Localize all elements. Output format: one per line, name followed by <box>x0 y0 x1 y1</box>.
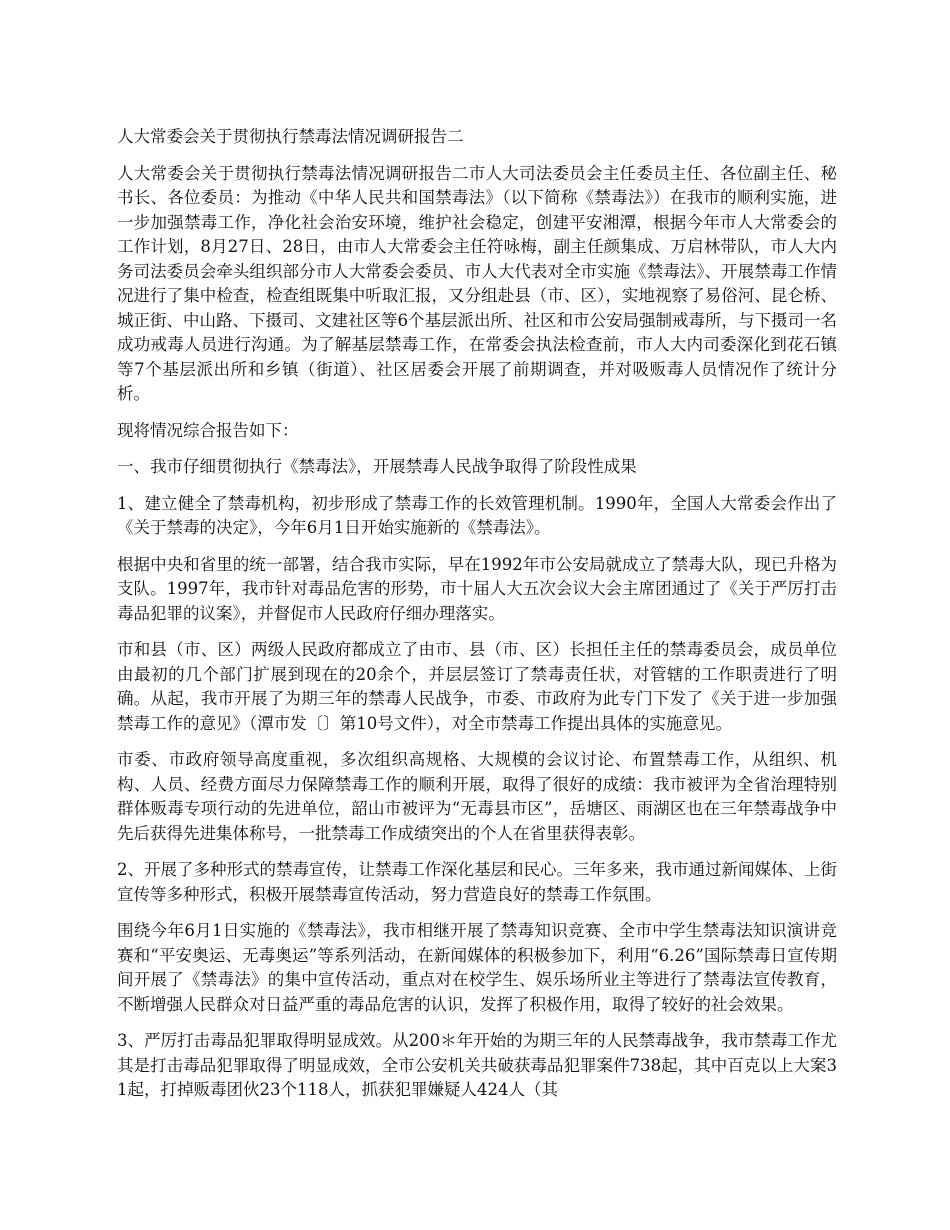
paragraph-intro: 人大常委会关于贯彻执行禁毒法情况调研报告二市人大司法委员会主任委员主任、各位副主任、秘书长、各位委员：为推动《中华人民共和国禁毒法》（以下简称《禁毒法》）在我市的顺利实施，进一步加强禁毒工作，净化社会治安环境，维护社会稳定，创建平安湘潭，根据今年市人大常委会的工作计划，8月27日、28日，由市人大常委会主任符咏梅，副主任颜集成、万启林带队，市人大内务司法委员会牵头组织部分市人大常委会委员、市人大代表对全市实施《禁毒法》、开展禁毒工作情况进行了集中检查，检查组既集中听取汇报，又分组赴县（市、区），实地视察了易俗河、昆仑桥、城正街、中山路、下摄司、文建社区等6个基层派出所、社区和市公安局强制戒毒所，与下摄司一名成功戒毒人员进行沟通。为了解基层禁毒工作，在常委会执法检查前，市人大内司委深化到花石镇等7个基层派出所和乡镇（街道）、社区居委会开展了前期调查，并对吸贩毒人员情况作了统计分析。 <box>117 163 837 403</box>
document-page <box>117 125 837 1115</box>
paragraph-item-3: 3、严厉打击毒品犯罪取得明显成效。从200＊年开始的为期三年的人民禁毒战争，我市禁毒工作尤其是打击毒品犯罪取得了明显成效，全市公安机关共破获毒品犯罪案件738起，其中百克以上大案31起，打掉贩毒团伙23个118人，抓获犯罪嫌疑人424人（其 <box>117 1031 837 1099</box>
paragraph-item-2: 2、开展了多种形式的禁毒宣传，让禁毒工作深化基层和民心。三年多来，我市通过新闻媒体、上街宣传等多种形式，积极开展禁毒宣传活动，努力营造良好的禁毒工作氛围。 <box>117 860 837 904</box>
paragraph-item-1-detail-b: 市和县（市、区）两级人民政府都成立了由市、县（市、区）长担任主任的禁毒委员会，成员单位由最初的几个部门扩展到现在的20余个，并层层签订了禁毒责任状，对管辖的工作职责进行了明确。从起，我市开展了为期三年的禁毒人民战争，市委、市政府为此专门下发了《关于进一步加强禁毒工作的意见》（潭市发〔〕第10号文件），对全市禁毒工作提出具体的实施意见。 <box>117 640 837 733</box>
paragraph-item-1-detail-c: 市委、市政府领导高度重视，多次组织高规格、大规模的会议讨论、布置禁毒工作，从组织、机构、人员、经费方面尽力保障禁毒工作的顺利开展，取得了很好的成绩：我市被评为全省治理特别群体贩毒专项行动的先进单位，韶山市被评为“无毒县市区”，岳塘区、雨湖区也在三年禁毒战争中先后获得先进集体称号，一批禁毒工作成绩突出的个人在省里获得表彰。 <box>117 750 837 843</box>
paragraph-item-1: 1、建立健全了禁毒机构，初步形成了禁毒工作的长效管理机制。1990年，全国人大常委会作出了《关于禁毒的决定》，今年6月1日开始实施新的《禁毒法》。 <box>117 493 837 537</box>
document-title: 人大常委会关于贯彻执行禁毒法情况调研报告二 <box>117 127 464 146</box>
paragraph-report-lead: 现将情况综合报告如下： <box>117 420 299 440</box>
paragraph-item-1-detail-a: 根据中央和省里的统一部署，结合我市实际，早在1992年市公安局就成立了禁毒大队，现已升格为支队。1997年，我市针对毒品危害的形势，市十届人大五次会议大会主席团通过了《关于严厉打击毒品犯罪的议案》，并督促市人民政府仔细办理落实。 <box>117 554 837 623</box>
section-heading-1: 一、我市仔细贯彻执行《禁毒法》，开展禁毒人民战争取得了阶段性成果 <box>117 457 637 476</box>
paragraph-item-2-detail: 围绕今年6月1日实施的《禁毒法》，我市相继开展了禁毒知识竞赛、全市中学生禁毒法知识演讲竞赛和“平安奥运、无毒奥运”等系列活动，在新闻媒体的积极参加下，利用“6.26”国际禁毒日宣传期间开展了《禁毒法》的集中宣传活动，重点对在校学生、娱乐场所业主等进行了禁毒法宣传教育，不断增强人民群众对日益严重的毒品危害的认识，发挥了积极作用，取得了较好的社会效果。 <box>117 921 837 1014</box>
